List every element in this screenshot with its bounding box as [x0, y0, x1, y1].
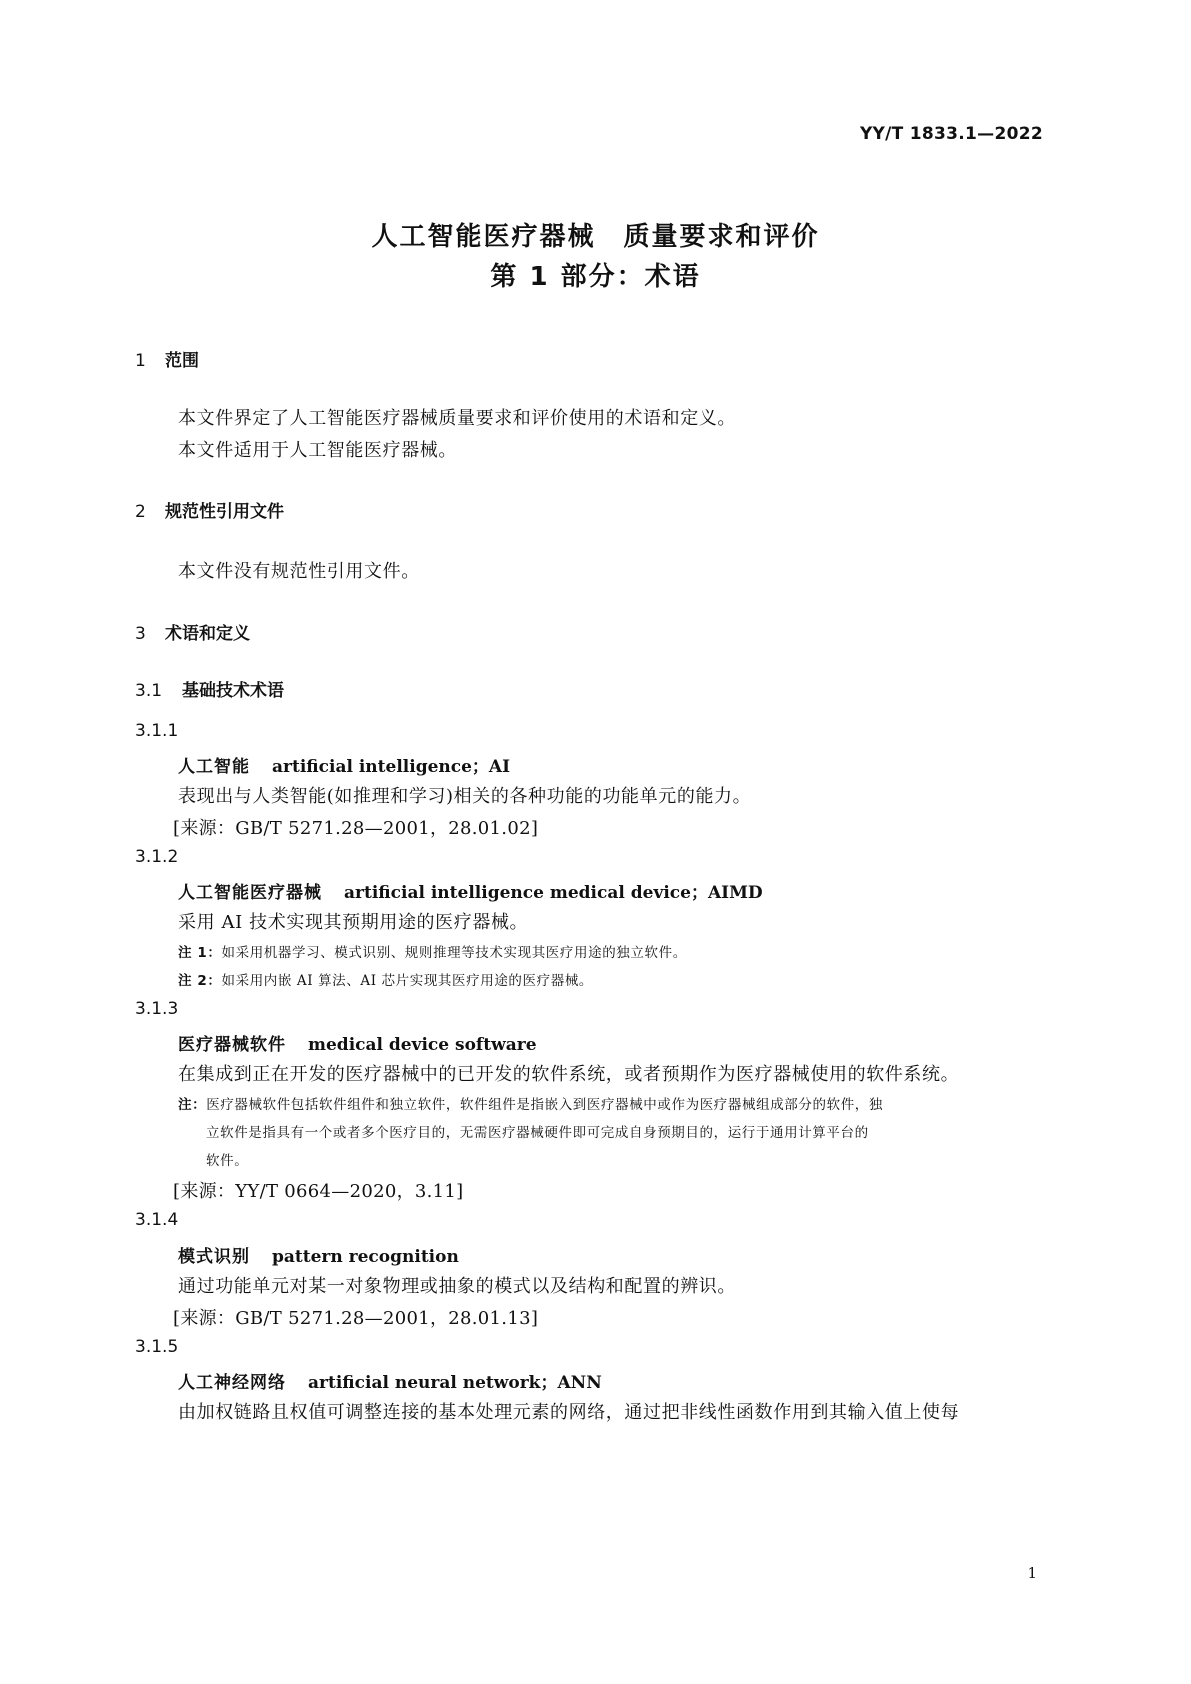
term-note	[178, 941, 687, 961]
term-english: artificial intelligence medical device；AIMD	[344, 883, 763, 903]
note-text: 如采用内嵌 AI 算法、AI 芯片实现其医疗用途的医疗器械。	[221, 973, 594, 989]
term-entry	[178, 1030, 537, 1055]
section-title: 范围	[165, 351, 199, 371]
term-chinese: 人工神经网络	[178, 1373, 286, 1393]
term-definition: 表现出与人类智能(如推理和学习)相关的各种功能的功能单元的能力。	[178, 786, 752, 807]
term-english: artificial neural network；ANN	[308, 1373, 602, 1393]
term-source: [来源：GB/T 5271.28—2001，28.01.02]	[173, 818, 539, 839]
section-heading-scope	[135, 346, 199, 371]
term-source: [来源：YY/T 0664—2020，3.11]	[173, 1181, 464, 1202]
note-label: 注：	[178, 1097, 207, 1113]
term-chinese: 人工智能	[178, 757, 250, 777]
section-number: 1	[135, 351, 146, 371]
term-source: [来源：GB/T 5271.28—2001，28.01.13]	[173, 1308, 539, 1329]
section-heading-terms	[135, 619, 250, 644]
document-subtitle: 第 1 部分：术语	[490, 262, 701, 292]
note-text: 医疗器械软件包括软件组件和独立软件，软件组件是指嵌入到医疗器械中或作为医疗器械组成部分的软件，独	[206, 1097, 884, 1113]
term-number: 3.1.4	[135, 1210, 179, 1230]
note-text-continued: 立软件是指具有一个或者多个医疗目的，无需医疗器械硬件即可完成自身预期目的，运行于通用计算平台的	[206, 1125, 869, 1141]
term-entry	[178, 752, 510, 777]
note-text: 如采用机器学习、模式识别、规则推理等技术实现其医疗用途的独立软件。	[221, 945, 687, 961]
section-title: 基础技术术语	[182, 681, 284, 701]
term-entry	[178, 1368, 602, 1393]
note-text-continued: 软件。	[206, 1153, 249, 1169]
term-number: 3.1.5	[135, 1337, 179, 1357]
section-title: 术语和定义	[165, 624, 250, 644]
term-chinese: 模式识别	[178, 1247, 250, 1267]
term-number: 3.1.3	[135, 999, 179, 1019]
term-chinese: 医疗器械软件	[178, 1035, 286, 1055]
term-definition: 在集成到正在开发的医疗器械中的已开发的软件系统，或者预期作为医疗器械使用的软件系统。	[178, 1064, 960, 1085]
document-title: 人工智能医疗器械 质量要求和评价	[371, 222, 820, 252]
term-entry	[178, 878, 763, 903]
document-code: YY/T 1833.1—2022	[859, 124, 1043, 144]
paragraph: 本文件没有规范性引用文件。	[178, 561, 420, 582]
term-number: 3.1.2	[135, 847, 179, 867]
term-english: medical device software	[308, 1035, 537, 1055]
section-number: 3	[135, 624, 146, 644]
term-note	[178, 969, 593, 989]
term-english: artificial intelligence；AI	[272, 757, 511, 777]
section-number: 3.1	[135, 681, 163, 701]
section-title: 规范性引用文件	[165, 502, 284, 522]
paragraph: 本文件界定了人工智能医疗器械质量要求和评价使用的术语和定义。	[178, 408, 736, 429]
note-label: 注 2：	[178, 973, 222, 989]
section-heading-normative-references	[135, 497, 284, 522]
term-number: 3.1.1	[135, 721, 179, 741]
section-number: 2	[135, 502, 146, 522]
term-definition: 通过功能单元对某一对象物理或抽象的模式以及结构和配置的辨识。	[178, 1276, 736, 1297]
term-definition: 由加权链路且权值可调整连接的基本处理元素的网络，通过把非线性函数作用到其输入值上使每	[178, 1402, 960, 1423]
term-chinese: 人工智能医疗器械	[178, 883, 322, 903]
paragraph: 本文件适用于人工智能医疗器械。	[178, 440, 457, 461]
term-entry	[178, 1242, 459, 1267]
page-number: 1	[1027, 1564, 1037, 1582]
note-label: 注 1：	[178, 945, 222, 961]
term-english: pattern recognition	[272, 1247, 459, 1267]
term-definition: 采用 AI 技术实现其预期用途的医疗器械。	[178, 912, 529, 933]
term-note	[178, 1093, 883, 1113]
subsection-heading-basic-terms	[135, 676, 284, 701]
